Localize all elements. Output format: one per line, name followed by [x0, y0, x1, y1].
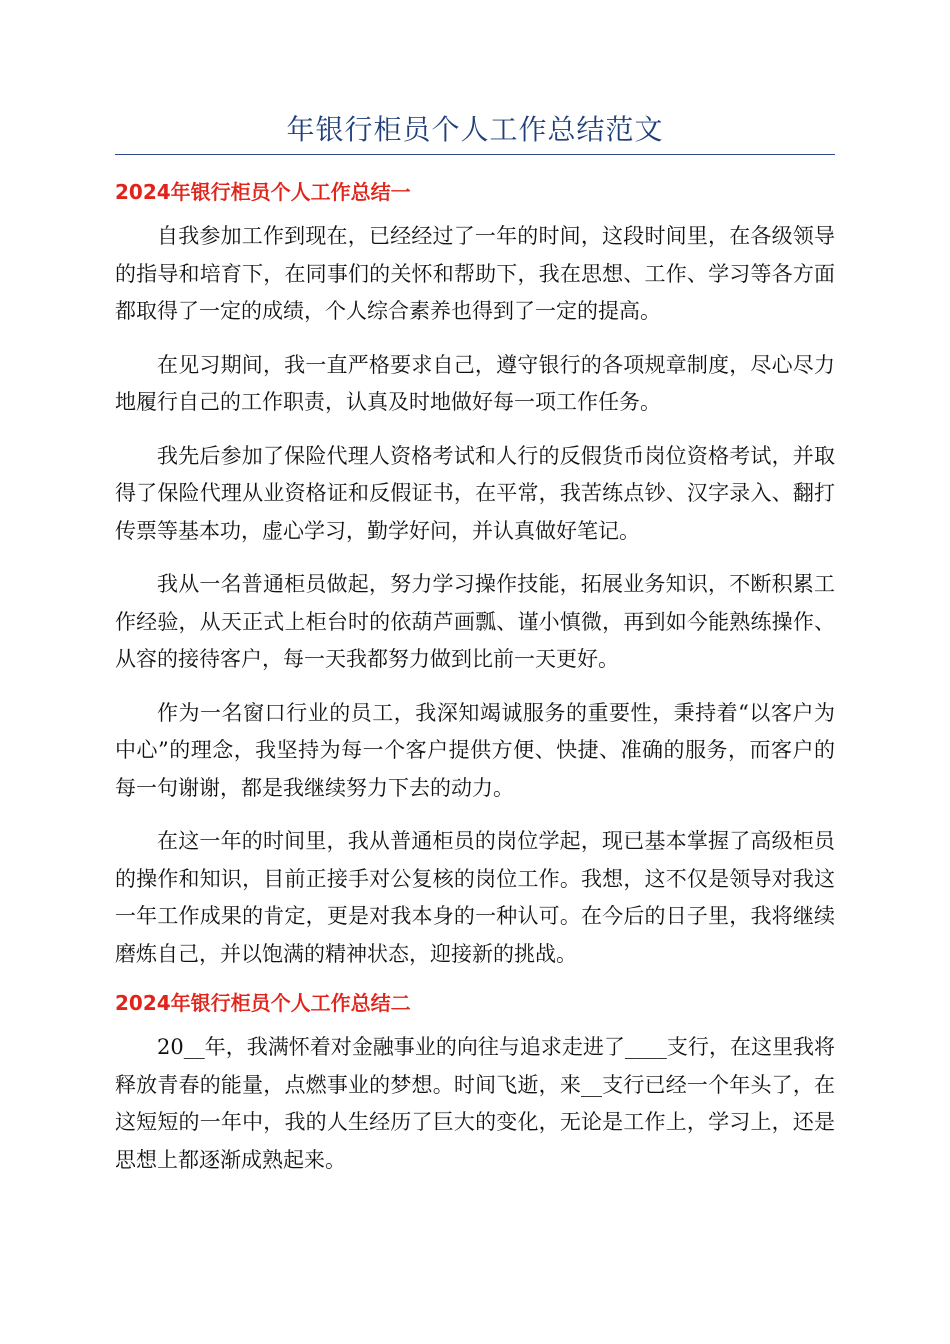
- section-heading: 2024年银行柜员个人工作总结二: [115, 991, 411, 1015]
- document-title: 年银行柜员个人工作总结范文: [286, 113, 664, 146]
- paragraph: 作为一名窗口行业的员工，我深知竭诚服务的重要性，秉持着“以客户为中心”的理念，我坚持为每一个客户提供方便、快捷、准确的服务，而客户的每一句谢谢，都是我继续努力下去的动力。: [115, 700, 835, 800]
- paragraph: 我从一名普通柜员做起，努力学习操作技能，拓展业务知识，不断积累工作经验，从天正式上柜台时的依葫芦画瓢、谨小慎微，再到如今能熟练操作、从容的接待客户，每一天我都努力做到比前一天更好。: [115, 572, 835, 671]
- paragraph: 20__年，我满怀着对金融事业的向往与追求走进了____支行，在这里我将释放青春的能量，点燃事业的梦想。时间飞逝，来__支行已经一个年头了，在这短短的一年中，我的人生经历了巨大的变化，无论是工作上，学习上，还是思想上都逐渐成熟起来。: [115, 1035, 835, 1172]
- paragraph: 我先后参加了保险代理人资格考试和人行的反假货币岗位资格考试，并取得了保险代理从业资格证和反假证书，在平常，我苦练点钞、汉字录入、翻打传票等基本功，虚心学习，勤学好问，并认真做好笔记。: [115, 443, 835, 543]
- paragraph: 自我参加工作到现在，已经经过了一年的时间，这段时间里，在各级领导的指导和培育下，在同事们的关怀和帮助下，我在思想、工作、学习等各方面都取得了一定的成绩，个人综合素养也得到了一定的提高。: [115, 224, 835, 323]
- paragraph: 在见习期间，我一直严格要求自己，遵守银行的各项规章制度，尽心尽力地履行自己的工作职责，认真及时地做好每一项工作任务。: [115, 352, 835, 414]
- section-2: [115, 989, 835, 1179]
- section-heading: 2024年银行柜员个人工作总结一: [115, 180, 411, 204]
- title-underline: [115, 154, 835, 155]
- section-1: [115, 178, 835, 973]
- document-body: [115, 168, 835, 1195]
- paragraph: 在这一年的时间里，我从普通柜员的岗位学起，现已基本掌握了高级柜员的操作和知识，目前正接手对公复核的岗位工作。我想，这不仅是领导对我这一年工作成果的肯定，更是对我本身的一种认可。在今后的日子里，我将继续磨炼自己，并以饱满的精神状态，迎接新的挑战。: [115, 829, 835, 966]
